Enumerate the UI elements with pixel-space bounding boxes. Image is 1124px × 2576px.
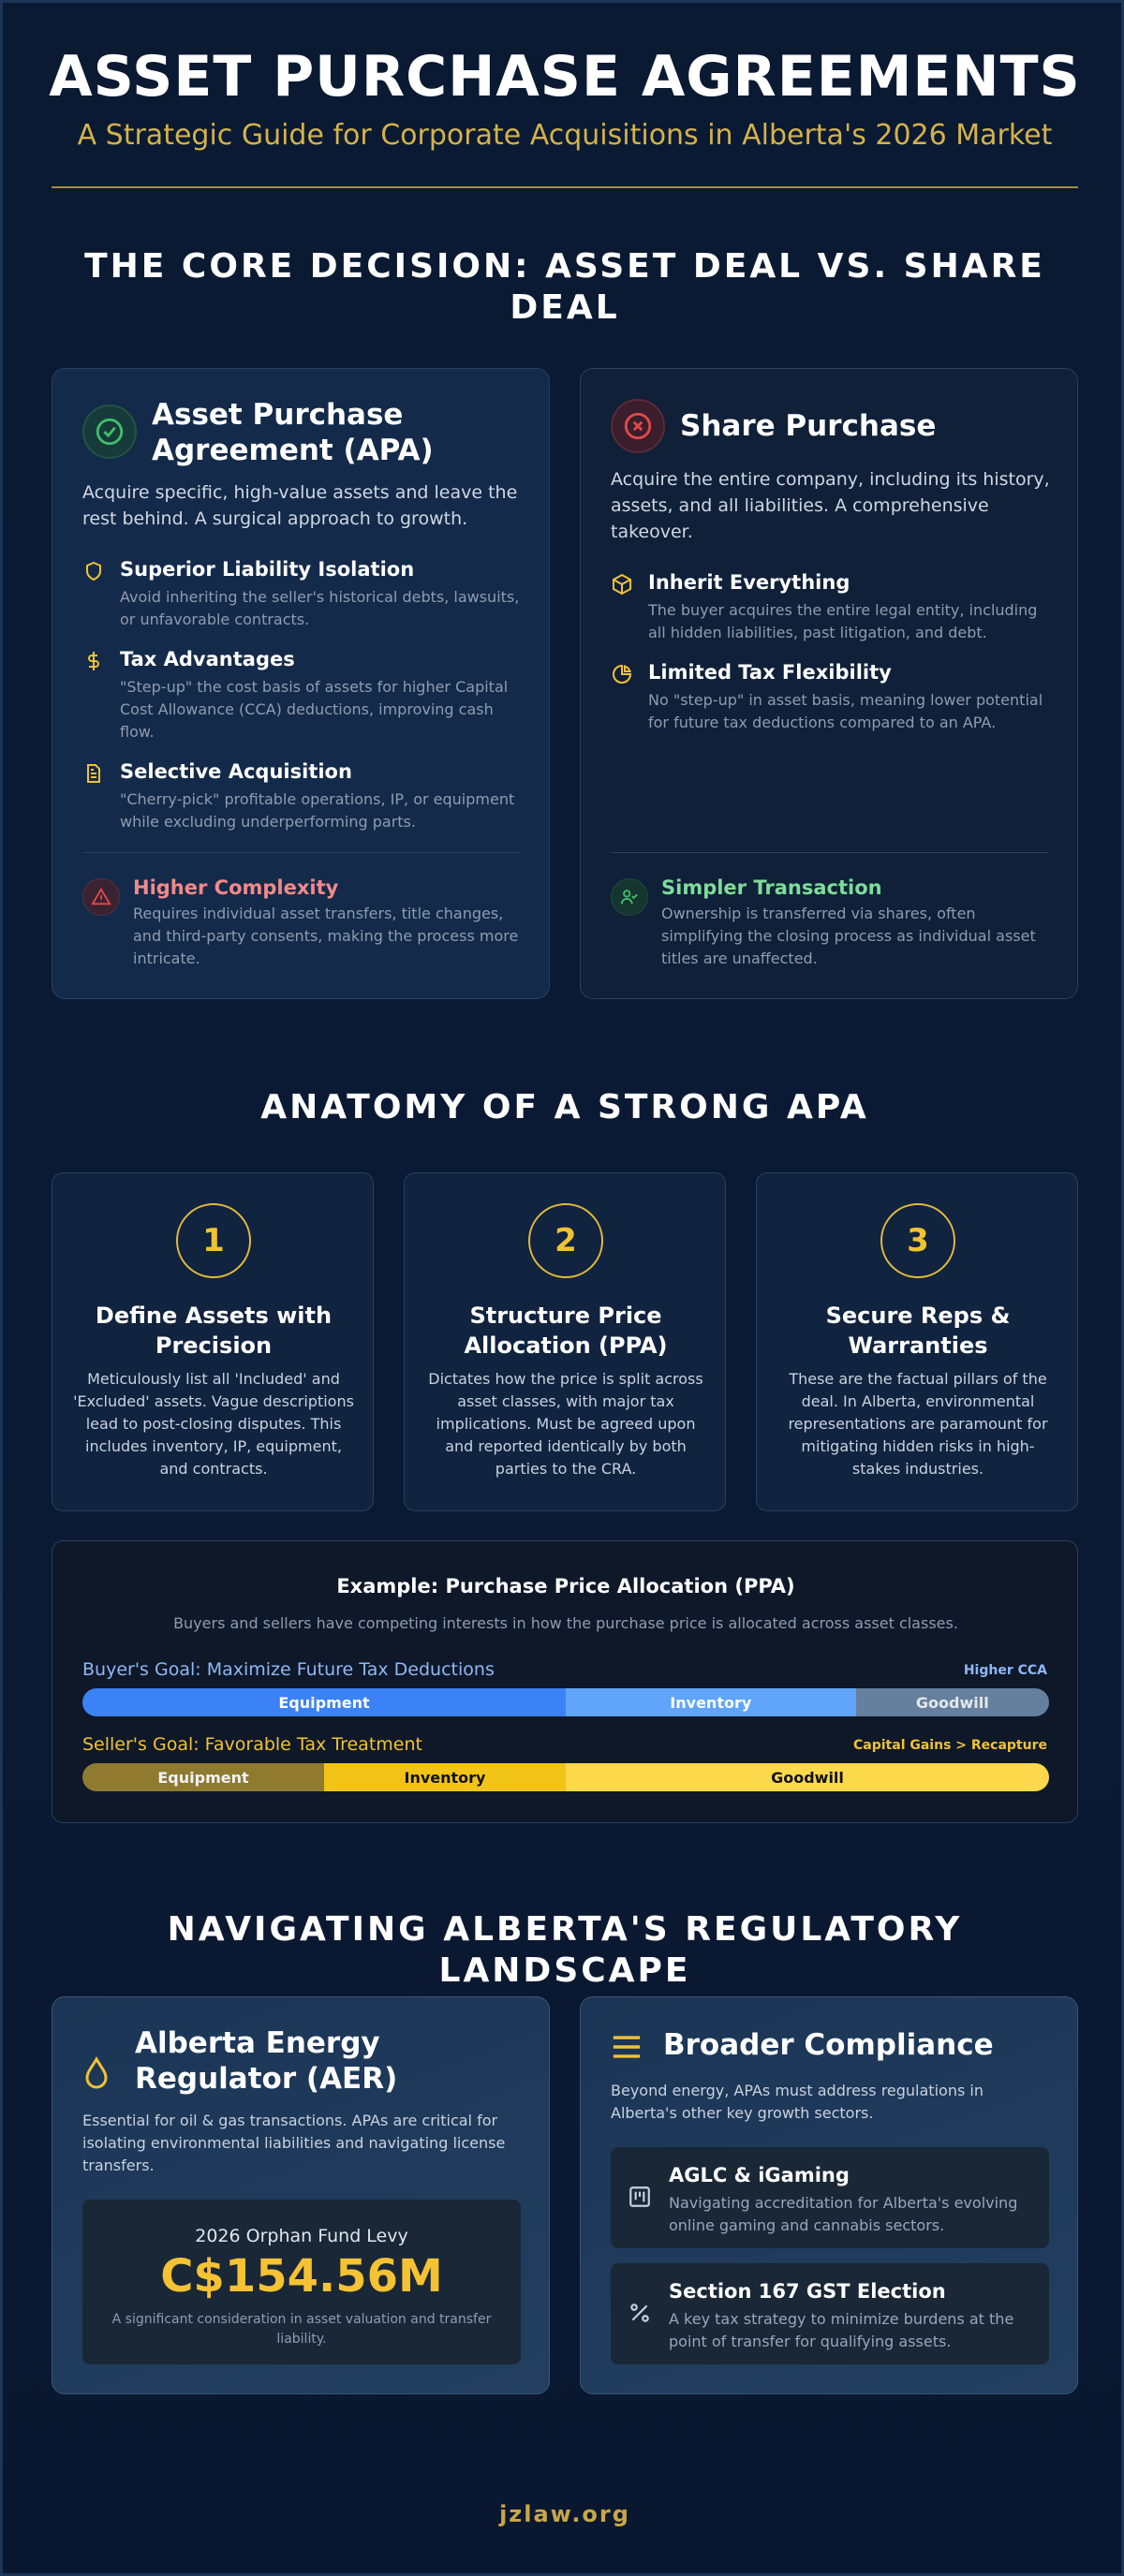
broad-title: Broader Compliance xyxy=(663,2028,994,2062)
check-circle-icon xyxy=(82,405,137,459)
step-desc: Meticulously list all 'Included' and 'Excluded' assets. Vague descriptions lead to post-closing disputes. This includes inventory, IP, equipment, and contracts. xyxy=(73,1370,354,1478)
broader-compliance-card xyxy=(580,1996,1078,2394)
compliance-item xyxy=(611,2147,1049,2248)
menu-lines-icon xyxy=(611,2033,643,2061)
step-card xyxy=(52,1172,374,1511)
levy-label: 2026 Orphan Fund Levy xyxy=(195,2226,408,2246)
step-number: 3 xyxy=(880,1203,955,1278)
document-icon xyxy=(82,762,105,785)
step-title: Secure Reps & Warranties xyxy=(825,1303,1011,1359)
page-title: ASSET PURCHASE AGREEMENTS xyxy=(49,44,1081,110)
apa-intro: Acquire specific, high-value assets and leave the rest behind. A surgical approach to growth. xyxy=(82,482,518,529)
compliance-item-desc: Navigating accreditation for Alberta's evolving online gaming and cannabis sectors. xyxy=(669,2194,1018,2234)
ppa-example-card xyxy=(52,1540,1078,1823)
compliance-item-title: Section 167 GST Election xyxy=(669,2280,946,2303)
buyer-goal-tag: Higher CCA xyxy=(963,1663,1047,1678)
step-desc: These are the factual pillars of the deal. In Alberta, environmental representations are paramount for mitigating hidden risks in high-stakes industries. xyxy=(788,1370,1048,1478)
seller-goal-label: Seller's Goal: Favorable Tax Treatment xyxy=(82,1734,422,1755)
seller-allocation-bar xyxy=(82,1763,1049,1791)
share-title: Share Purchase xyxy=(680,409,937,443)
card-divider xyxy=(611,852,1049,853)
compliance-item-title: AGLC & iGaming xyxy=(669,2164,850,2186)
seller-segment-inventory: Inventory xyxy=(324,1763,566,1791)
buyer-segment-goodwill: Goodwill xyxy=(856,1688,1049,1716)
share-intro: Acquire the entire company, including its history, assets, and all liabilities. A comprehensive takeover. xyxy=(611,469,1050,542)
step-title: Define Assets with Precision xyxy=(95,1303,333,1359)
header-divider xyxy=(52,186,1078,188)
step-number: 2 xyxy=(528,1203,603,1278)
page-subtitle: A Strategic Guide for Corporate Acquisitions in Alberta's 2026 Market xyxy=(77,119,1053,152)
regulatory-title: NAVIGATING ALBERTA'S REGULATORY LANDSCAPE xyxy=(167,1910,963,1990)
pie-chart-icon xyxy=(611,663,633,685)
seller-segment-equipment: Equipment xyxy=(82,1763,324,1791)
ppa-title: Example: Purchase Price Allocation (PPA) xyxy=(336,1575,795,1597)
apa-card xyxy=(52,368,550,999)
card-divider xyxy=(82,852,521,853)
aer-desc: Essential for oil & gas transactions. APAs are critical for isolating environmental liabilities and navigating license transfers. xyxy=(82,2112,506,2174)
feature-desc: Avoid inheriting the seller's historical debts, lawsuits, or unfavorable contracts. xyxy=(120,588,520,628)
anatomy-title: ANATOMY OF A STRONG APA xyxy=(260,1088,869,1126)
step-card xyxy=(756,1172,1078,1511)
levy-note: A significant consideration in asset valuation and transfer liability. xyxy=(111,2312,492,2347)
step-card xyxy=(404,1172,726,1511)
x-circle-icon xyxy=(611,399,665,453)
feature-title: Superior Liability Isolation xyxy=(120,558,415,581)
broad-desc: Beyond energy, APAs must address regulations in Alberta's other key growth sectors. xyxy=(611,2082,984,2122)
seller-segment-goodwill: Goodwill xyxy=(566,1763,1049,1791)
apa-title-line2: Agreement (APA) xyxy=(152,434,434,467)
feature-title: Selective Acquisition xyxy=(120,760,352,783)
buyer-goal-label: Buyer's Goal: Maximize Future Tax Deductions xyxy=(82,1659,495,1680)
aer-title xyxy=(135,2025,397,2097)
droplet-icon xyxy=(82,2055,111,2091)
compliance-item-desc: A key tax strategy to minimize burdens at the point of transfer for qualifying assets. xyxy=(669,2310,1014,2350)
buyer-allocation-bar xyxy=(82,1688,1049,1716)
step-number: 1 xyxy=(176,1203,251,1278)
feature-desc: "Cherry-pick" profitable operations, IP, or equipment while excluding underperforming parts. xyxy=(120,790,515,831)
apa-title xyxy=(152,397,434,468)
apa-note-desc: Requires individual asset transfers, title changes, and third-party consents, making the process more intricate. xyxy=(133,905,519,967)
share-card xyxy=(580,368,1078,999)
user-check-icon xyxy=(611,878,648,916)
feature-title: Inherit Everything xyxy=(648,571,850,594)
compliance-item xyxy=(611,2263,1049,2364)
dashboard-icon xyxy=(628,2185,652,2209)
footer-site[interactable]: jzlaw.org xyxy=(499,2501,630,2527)
aer-title-line1: Alberta Energy xyxy=(135,2026,380,2060)
aer-title-line2: Regulator (AER) xyxy=(135,2062,398,2096)
warning-icon xyxy=(82,878,120,916)
levy-stat-box xyxy=(82,2200,521,2364)
levy-value: C$154.56M xyxy=(160,2250,443,2303)
feature-title: Limited Tax Flexibility xyxy=(648,661,892,684)
share-note-title: Simpler Transaction xyxy=(661,876,882,899)
step-desc: Dictates how the price is split across asset classes, with major tax implications. Must be agreed upon and reported identically by both parties to the CRA. xyxy=(428,1370,703,1478)
step-title: Structure Price Allocation (PPA) xyxy=(464,1303,668,1359)
shield-icon xyxy=(82,560,105,582)
feature-desc: The buyer acquires the entire legal entity, including all hidden liabilities, past litigation, and debt. xyxy=(648,601,1038,641)
feature-title: Tax Advantages xyxy=(120,648,295,670)
buyer-segment-inventory: Inventory xyxy=(566,1688,856,1716)
apa-title-line1: Asset Purchase xyxy=(152,398,404,432)
share-note-desc: Ownership is transferred via shares, often simplifying the closing process as individual asset titles are unaffected. xyxy=(661,905,1036,967)
ppa-subtitle: Buyers and sellers have competing interests in how the purchase price is allocated across asset classes. xyxy=(173,1614,958,1632)
apa-note-title: Higher Complexity xyxy=(133,876,339,899)
seller-goal-tag: Capital Gains > Recapture xyxy=(853,1738,1047,1753)
box-icon xyxy=(611,573,633,596)
percent-icon xyxy=(628,2301,652,2325)
aer-card xyxy=(52,1996,550,2394)
feature-desc: No "step-up" in asset basis, meaning lower potential for future tax deductions compared to an APA. xyxy=(648,691,1043,731)
core-decision-title: THE CORE DECISION: ASSET DEAL VS. SHARE DEAL xyxy=(84,247,1045,327)
buyer-segment-equipment: Equipment xyxy=(82,1688,566,1716)
dollar-icon xyxy=(82,650,105,672)
feature-desc: "Step-up" the cost basis of assets for higher Capital Cost Allowance (CCA) deductions, improving cash flow. xyxy=(120,678,509,741)
